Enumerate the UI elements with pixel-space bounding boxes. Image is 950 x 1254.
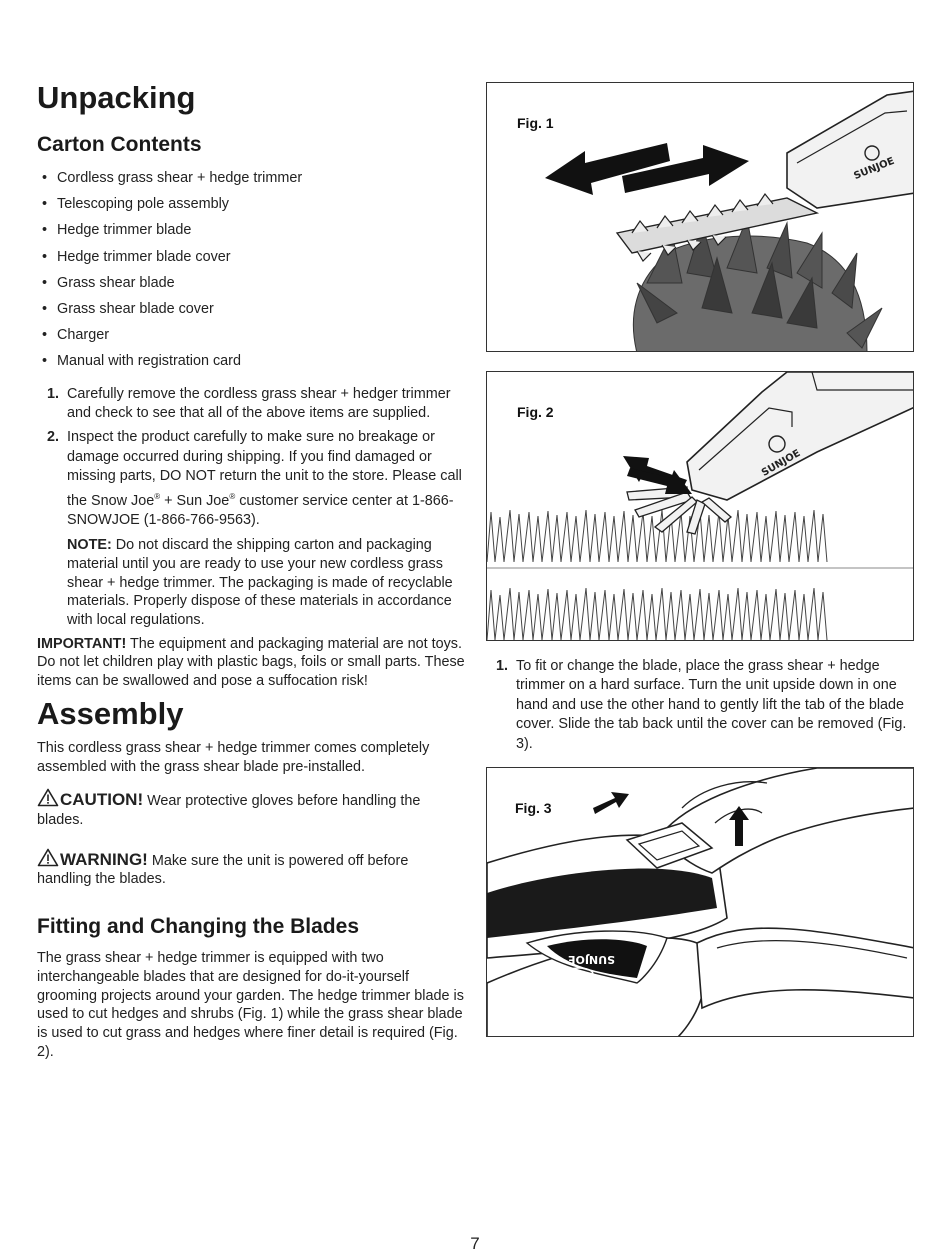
note-block [37,536,465,630]
list-item: • Grass shear blade cover [37,296,465,322]
warning-block [37,848,465,889]
page-number: 7 [470,1234,480,1253]
list-item: • Cordless grass shear + hedge trimmer [37,165,465,191]
left-column [37,78,465,1061]
warning-text: Make sure the unit is powered off before handling the blades. [37,852,409,888]
figure-1-label: Fig. 1 [517,115,554,131]
registered-mark: ® [154,491,161,501]
important-label: IMPORTANT! [37,635,127,652]
list-item: • Charger [37,322,465,348]
fitting-steps [486,657,914,754]
sunjoe-logo-icon: SUNJOE [567,953,615,967]
list-item: • Manual with registration card [37,348,465,374]
grass-shear-illustration [487,372,914,641]
carton-contents-heading: Carton Contents [37,133,202,156]
step-2 [37,428,465,530]
step-1 [37,385,465,424]
warning-triangle-icon [37,848,59,867]
blade-cover-removal-illustration [487,768,914,1037]
unpacking-steps [37,385,465,531]
sunjoe-logo-icon: SUNJOE [852,155,897,182]
caution-block [37,788,465,829]
list-item: • Grass shear blade [37,270,465,296]
warning-triangle-icon [37,788,59,807]
right-column [486,82,914,1037]
figure-3-label: Fig. 3 [515,800,552,817]
fitting-body: The grass shear + hedge trimmer is equipped with two interchangeable blades that are designed for do-it-yourself grooming projects around your garden. The hedge trimmer blade is used to cut hedges and shrubs (Fig. 1) while the grass shear blade is used to cut grass and hedges where finer detail is required (Fig. 2). [37,950,464,1060]
warning-label: WARNING! [60,849,148,869]
step-number: 1. [496,658,509,674]
list-item: • Hedge trimmer blade [37,217,465,243]
list-item: • Telescoping pole assembly [37,191,465,217]
fitting-heading: Fitting and Changing the Blades [37,915,359,939]
step-number: 2. [47,429,60,446]
note-label: NOTE: [67,537,112,554]
step-text: Carefully remove the cordless grass shear + hedger trimmer and check to see that all of the above items are supplied. [67,385,451,422]
step-text: + Sun Joe [160,492,230,509]
figure-2-label: Fig. 2 [517,404,554,420]
figure-2 [486,371,914,641]
important-block [37,635,465,691]
registered-mark: ® [229,491,236,501]
figure-1 [486,82,914,352]
carton-contents-list [37,165,465,375]
sunjoe-logo-icon: SUNJOE [759,447,803,479]
step-text: To fit or change the blade, place the grass shear + hedge trimmer on a hard surface. Turn the unit upside down in one hand and use the other hand to gently lift the tab of the blade cover. Slide the tab back until the cover can be removed (Fig. 3). [516,658,907,752]
important-text: The equipment and packaging material are not toys. Do not let children play with plastic bags, foils or small parts. These items can be swallowed and pose a suffocation risk! [37,635,465,690]
assembly-heading: Assembly [37,695,184,731]
caution-text: Wear protective gloves before handling the blades. [37,793,421,828]
list-item: • Hedge trimmer blade cover [37,244,465,270]
figure-3 [486,767,914,1037]
note-text: Do not discard the shipping carton and packaging material until you are ready to use your new cordless grass shear + hedge trimmer. The packaging is made of recyclable materials. Properly dispose of these materials in accordance with local regulations. [67,537,453,629]
step-1 [486,657,914,754]
step-number: 1. [47,385,60,402]
assembly-intro: This cordless grass shear + hedge trimmer comes completely assembled with the grass shear blade pre-installed. [37,739,430,775]
caution-label: CAUTION! [60,790,144,810]
hedge-trimmer-illustration [487,83,914,352]
step-text: customer service center at 1-866-SNOWJOE (1-866-766-9563). [67,492,454,528]
unpacking-heading: Unpacking [37,80,196,115]
step-text: Inspect the product carefully to make sure no breakage or damage occurred during shipping. If you find damaged or missing parts, DO NOT return the unit to the store. Please call the Snow Joe [67,429,462,509]
